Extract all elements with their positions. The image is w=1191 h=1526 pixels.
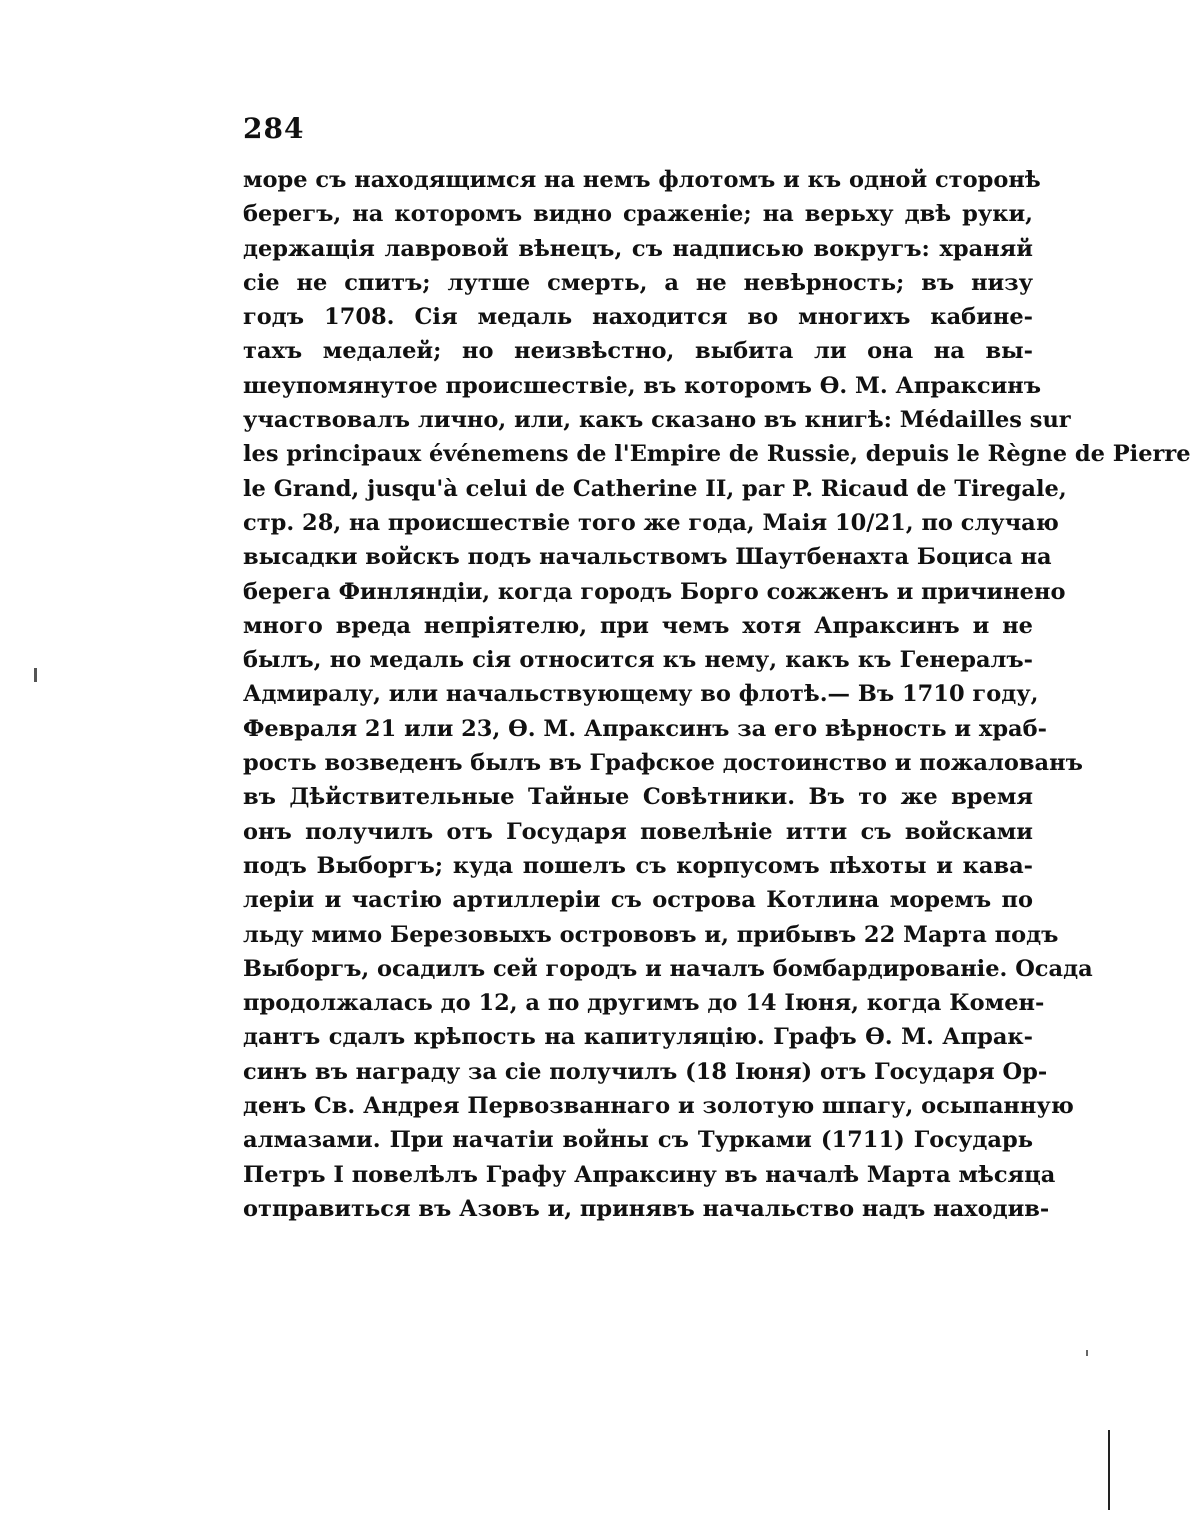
page-number: 284 <box>243 112 305 145</box>
text-line: берегъ, на которомъ видно сраженіе; на верьху двѣ руки, <box>243 201 1033 228</box>
scan-speck <box>1086 1350 1088 1356</box>
text-line: льду мимо Березовыхъ острововъ и, прибывъ 22 Марта подъ <box>243 921 1059 948</box>
text-line: тахъ медалей; но неизвѣстно, выбита ли она на вы- <box>243 338 1033 365</box>
text-line: продолжалась до 12, а по другимъ до 14 Іюня, когда Комен- <box>243 990 1045 1017</box>
text-line: въ Дѣйствительные Тайные Совѣтники. Въ то же время <box>243 784 1033 811</box>
scan-edge-mark <box>1108 1430 1110 1510</box>
text-line: синъ въ награду за сіе получилъ (18 Іюня) отъ Государя Ор- <box>243 1058 1048 1085</box>
text-line: отправиться въ Азовъ и, принявъ начальство надъ находив- <box>243 1195 1050 1222</box>
text-line: Февраля 21 или 23, Ѳ. М. Апраксинъ за его вѣрность и храб- <box>243 715 1047 742</box>
text-line: сіе не спитъ; лутше смерть, а не невѣрность; въ низу <box>243 269 1033 296</box>
text-line: высадки войскъ подъ начальствомъ Шаутбенахта Боциса на <box>243 544 1052 571</box>
text-line: подъ Выборгъ; куда пошелъ съ корпусомъ пѣхоты и кава- <box>243 852 1033 879</box>
text-line: стр. 28, на происшествіе того же года, Маія 10/21, по случаю <box>243 509 1059 536</box>
text-line: шеупомянутое происшествіе, въ которомъ Ѳ. М. Апраксинъ <box>243 372 1042 399</box>
text-line: много вреда непріятелю, при чемъ хотя Апраксинъ и не <box>243 612 1033 639</box>
text-line: les principaux événemens de l'Empire de Russie, depuis le Règne de Pierre <box>243 441 1191 468</box>
text-line: алмазами. При начатіи войны съ Турками (1711) Государь <box>243 1127 1033 1154</box>
text-line: держащія лавровой вѣнецъ, съ надписью вокругъ: храняй <box>243 235 1033 262</box>
body-text <box>243 163 1191 1226</box>
text-line: леріи и частію артиллеріи съ острова Котлина моремъ по <box>243 887 1033 914</box>
scan-speck <box>34 668 37 682</box>
text-line: рость возведенъ былъ въ Графское достоинство и пожалованъ <box>243 750 1083 777</box>
text-line: былъ, но медаль сія относится къ нему, какъ къ Генералъ- <box>243 647 1033 674</box>
text-line: le Grand, jusqu'à celui de Catherine II, par P. Ricaud de Tiregale, <box>243 475 1067 502</box>
text-line: онъ получилъ отъ Государя повелѣніе итти съ войсками <box>243 818 1033 845</box>
text-line: денъ Св. Андрея Первозваннаго и золотую шпагу, осыпанную <box>243 1093 1074 1120</box>
text-line: Выборгъ, осадилъ сей городъ и началъ бомбардированіе. Осада <box>243 955 1093 982</box>
text-line: берега Финляндіи, когда городъ Борго сожженъ и причинено <box>243 578 1066 605</box>
text-line: Петръ I повелѣлъ Графу Апраксину въ началѣ Марта мѣсяца <box>243 1161 1056 1188</box>
text-line: годъ 1708. Сія медаль находится во многихъ кабине- <box>243 304 1033 331</box>
text-line: дантъ сдалъ крѣпость на капитуляцію. Графъ Ѳ. М. Апрак- <box>243 1024 1033 1051</box>
text-line: участвовалъ лично, или, какъ сказано въ книгѣ: Médailles sur <box>243 407 1071 434</box>
text-line: Адмиралу, или начальствующему во флотѣ.— Въ 1710 году, <box>243 681 1039 708</box>
text-line: море съ находящимся на немъ флотомъ и къ одной сторонѣ <box>243 167 1041 193</box>
